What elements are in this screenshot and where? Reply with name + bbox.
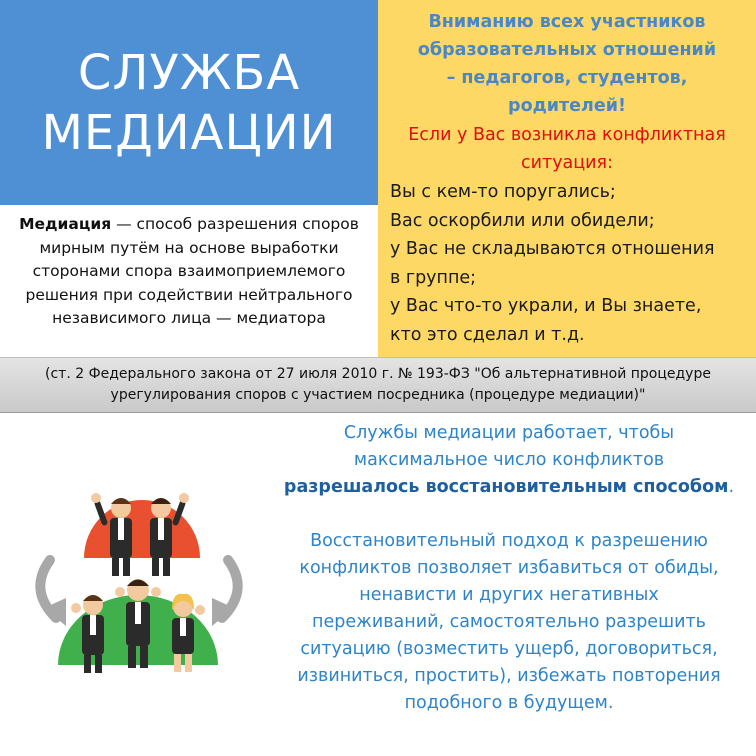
attention-subheading — [386, 121, 748, 177]
definition-term: Медиация — [19, 215, 112, 233]
info-line — [262, 474, 756, 501]
info-line: подобного в будущем. — [404, 693, 614, 713]
info-line: ненависти и других негативных — [359, 585, 659, 605]
page-title — [0, 0, 378, 205]
info-line: Восстановительный подход к разрешению — [310, 531, 708, 551]
definition-text: — способ разрешения споров мирным путём на основе выработки сторонами спора взаимоприемлемого решения при содействии нейтрального независимого лица — медиатора — [25, 215, 359, 327]
mediation-illustration — [22, 480, 254, 695]
list-item: Вы с кем-то поругались; — [390, 182, 616, 202]
law-reference-line: (ст. 2 Федерального закона от 27 июля 2010 г. № 193-ФЗ "Об альтернативной процедуре — [45, 366, 711, 382]
info-line: извиниться, простить), избежать повторения — [297, 666, 721, 686]
list-item: у Вас не складываются отношения — [390, 239, 715, 259]
conflict-resolution-picture — [22, 480, 254, 695]
list-item: в группе; — [390, 267, 477, 288]
info-line: конфликтов позволяет избавиться от обиды, — [299, 558, 719, 578]
attention-heading-line: родителей! — [508, 96, 626, 116]
attention-subheading-line: Если у Вас возникла конфликтная — [408, 125, 726, 145]
info-text-block — [262, 420, 756, 717]
law-reference-banner — [0, 357, 756, 413]
info-line: ситуацию (возместить ущерб, договориться, — [300, 639, 718, 659]
attention-subheading-line: ситуация: — [521, 153, 613, 173]
attention-heading — [386, 8, 748, 120]
attention-list — [386, 178, 748, 349]
attention-heading-line: Вниманию всех участников — [428, 12, 706, 32]
title-line-1: СЛУЖБА — [77, 44, 301, 101]
attention-heading-line: – педагогов, студентов, — [446, 68, 688, 88]
title-line-2: МЕДИАЦИИ — [41, 104, 337, 161]
law-reference-line: урегулирования споров с участием посредника (процедуре медиации)" — [110, 387, 646, 403]
list-item: кто это сделал и т.д. — [390, 324, 585, 345]
info-line-end: . — [728, 477, 735, 497]
list-item: Вас оскорбили или обидели; — [390, 210, 655, 231]
info-bold-phrase: разрешалось восстановительным способом — [283, 477, 729, 497]
info-line: максимальное число конфликтов — [353, 450, 665, 470]
list-item: у Вас что-то украли, и Вы знаете, — [390, 296, 702, 316]
attention-panel — [378, 0, 756, 357]
attention-heading-line: образовательных отношений — [417, 40, 717, 60]
definition-block — [0, 205, 378, 355]
info-line: Службы медиации работает, чтобы — [343, 423, 675, 443]
info-line: переживаний, самостоятельно разрешить — [312, 612, 706, 632]
